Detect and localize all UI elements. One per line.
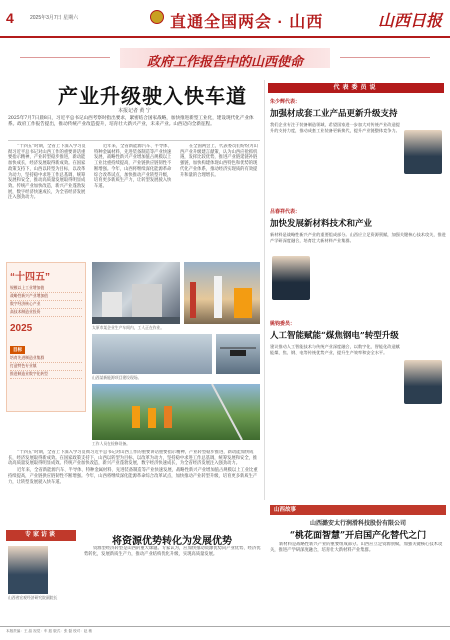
infographic-item: 高技术制造业投资 xyxy=(10,309,82,317)
issue-date: 2025年3月7日 星期六 xyxy=(30,15,79,21)
story-title: “桃花面智慧”开启国产化替代之门 xyxy=(289,531,427,541)
rep-avatar-1 xyxy=(404,130,442,174)
paper-logo: 山西日报 xyxy=(377,11,442,30)
factory-illustration xyxy=(92,262,180,324)
article-column-2 xyxy=(94,144,174,260)
industrial-illustration xyxy=(184,262,260,324)
rep-name: 姚钧委员： xyxy=(270,321,296,327)
lead-paragraph: 2025年7月7日晨8日，习近平总书记山西考察时指出要求，紧密结合国家战略，加快推进新型工业化，建设现代化产业体系。政府工作报告提出，推动传统产业改造提升，培育壮大新兴产业，未来产业。山西迈向全新征程。 xyxy=(8,116,254,128)
rep-block-2 xyxy=(270,208,446,243)
infographic-item: 推进制造业数字化转型 xyxy=(10,371,82,379)
photo-caption: 山西某新能源项目建设现场。 xyxy=(92,376,142,380)
masthead xyxy=(0,0,450,38)
rep-headline: 人工智能赋能“煤焦钢电”转型升级 xyxy=(270,331,399,341)
article-column-3 xyxy=(180,144,260,260)
equipment-photo xyxy=(92,334,212,374)
article-paragraph: “十四五”时期，全省上下深入学习贯彻习近平总书记对山西工作的重要讲话重要指示精神，产业转型稳步推进，新动能加快成长，经济发展取得新成效。在国家政策支持下，山西以转型为目标，以改革为动力，坚持稳中求进工作总基调，统筹发展和安全，推动高质量发展取得明显成效。传统产业加快改造，新兴产业蓬勃发展，数字经济快速成长，为全省经济发展注入强劲动力。 xyxy=(8,144,86,201)
expert-caption: 山西省宏观经济研究院副院长 xyxy=(8,596,58,600)
infographic-label: 目标 xyxy=(10,346,25,354)
article-continuation xyxy=(8,450,260,524)
infographic-item: 规模以上工业增加值 xyxy=(10,285,82,293)
story-paragraph: 新材料是战略性新兴产业的重要组成部分。山西应立足资源禀赋，加强关键核心技术攻关，推进产学研深度融合，培育壮大新材料产业集群。 xyxy=(270,542,443,553)
rep-headline: 加快发展新材料技术和产业 xyxy=(270,219,373,229)
article-paragraph: 近年来，全省新能源汽车、半导体、特种金属材料、先进装备制造等产业快速发展，战略性新兴产业增加值占规模以上工业比重持续提高，产业链供应链韧性不断增强。今年，山西将继续深化能源革命综合改革试点，加快推动产业转型升级，培育更多新质生产力，让转型发展驶入快车道。 xyxy=(94,144,172,189)
story-body xyxy=(270,542,446,622)
photo-caption: 工作人员在检修设备。 xyxy=(92,442,130,446)
rep-block-1 xyxy=(270,98,446,133)
expert-tag: 专家访谈 xyxy=(6,530,76,541)
story-tag: 山西故事 xyxy=(270,505,446,515)
industrial-photo xyxy=(184,262,260,324)
article-paragraph: “十四五”时期，全省上下深入学习贯彻习近平总书记对山西工作的重要讲话重要指示精神，产业转型稳步推进，新动能加快成长，经济发展取得新成效。在国家政策支持下，山西以转型为目标，以改革为动力，坚持稳中求进工作总基调，统筹发展和安全，推动高质量发展取得明显成效。传统产业加快改造，新兴产业蓬勃发展，数字经济快速成长，为全省经济发展注入强劲动力。 xyxy=(8,450,258,467)
rep-text: 我们企业专注于装备制造领域，希望国家进一步加大对传统产业改造提升的支持力度，推动成套工业装备更新换代，提升产业链整体竞争力。 xyxy=(270,122,400,133)
byline: 本报记者 黄 宁 xyxy=(118,108,151,114)
page-footer: 本版责编：王 晶 视觉：车 振 版式：张 磊 校对：赵 敏 xyxy=(0,626,450,640)
main-headline: 产业升级驶入快车道 xyxy=(58,84,247,108)
drone-photo xyxy=(216,334,260,374)
rep-avatar-3 xyxy=(404,360,442,404)
rep-name: 吕春祥代表： xyxy=(270,209,301,215)
infographic-item: 培育先进制造业集群 xyxy=(10,355,82,363)
workers-photo xyxy=(92,384,260,440)
rep-block-3 xyxy=(270,320,446,355)
infographic-item: 数字经济核心产业 xyxy=(10,301,82,309)
national-emblem-icon xyxy=(150,10,164,24)
expert-body xyxy=(84,546,262,622)
photo-caption: 太原市某企业生产车间内，工人正在作业。 xyxy=(92,326,165,330)
banner-title: 政府工作报告中的山西使命 xyxy=(146,55,303,70)
section-banner xyxy=(0,44,450,72)
workers-illustration xyxy=(92,384,260,440)
column-title: 直通全国两会 · 山西 xyxy=(170,14,324,31)
drone-icon xyxy=(216,334,260,374)
expert-paragraph: 资源型经济转型是山西的重大课题。专家认为，应加快推动资源优势向产业优势、经济优势转化，发展新质生产力，推动产业结构优化升级，实现高质量发展。 xyxy=(84,546,261,557)
infographic-item: 打造特色专业镇 xyxy=(10,363,82,371)
column-divider xyxy=(264,80,265,500)
factory-photo xyxy=(92,262,180,324)
article-paragraph: 在全国两会上，代表委员们纷纷为山西产业升级建言献策，认为山西应抢抓机遇，发挥比较优势，推进产业链延链补链强链，加快构建体现山西特色和优势的现代化产业体系，推动经济实现质的有效提升和量的合理增长。 xyxy=(180,144,258,178)
article-paragraph: 近年来，全省新能源汽车、半导体、特种金属材料、先进装备制造等产业快速发展，战略性新兴产业增加值占规模以上工业比重持续提高，产业链供应链韧性不断增强。今年，山西将继续深化能源革命综合改革试点，加快推动产业转型升级，培育更多新质生产力，让转型发展驶入快车道。 xyxy=(8,468,258,485)
page-number: 4 xyxy=(6,10,14,26)
infographic-panel xyxy=(6,262,86,412)
expert-headline: 将资源优势转化为发展优势 xyxy=(112,536,232,547)
divider xyxy=(8,140,260,141)
expert-portrait xyxy=(8,546,48,594)
rep-name: 朱少辉代表： xyxy=(270,99,301,105)
infographic-item: 战略性新兴产业增加值 xyxy=(10,293,82,301)
sidebar-header: 代表委员说 xyxy=(268,83,444,93)
rep-text: 建议推动人工智能技术与传统产业深度融合，以数字化、智能化改造赋能煤、焦、钢、电等传统优势产业，提升生产效率和安全水平。 xyxy=(270,344,400,355)
infographic-year-b: 2025 xyxy=(10,323,33,334)
story-kicker: 山西潞安太行润滑科技股份有限公司 xyxy=(309,520,406,527)
rep-headline: 加强材成套工业产品更新升级支持 xyxy=(270,109,398,119)
rep-avatar-2 xyxy=(272,256,310,300)
infographic-year-a: “十四五” xyxy=(10,272,50,283)
article-column-1 xyxy=(8,144,88,260)
rep-text: 新材料是战略性新兴产业的重要组成部分。山西应立足资源禀赋，加强关键核心技术攻关，推进产学研深度融合，培育壮大新材料产业集群。 xyxy=(270,232,446,243)
